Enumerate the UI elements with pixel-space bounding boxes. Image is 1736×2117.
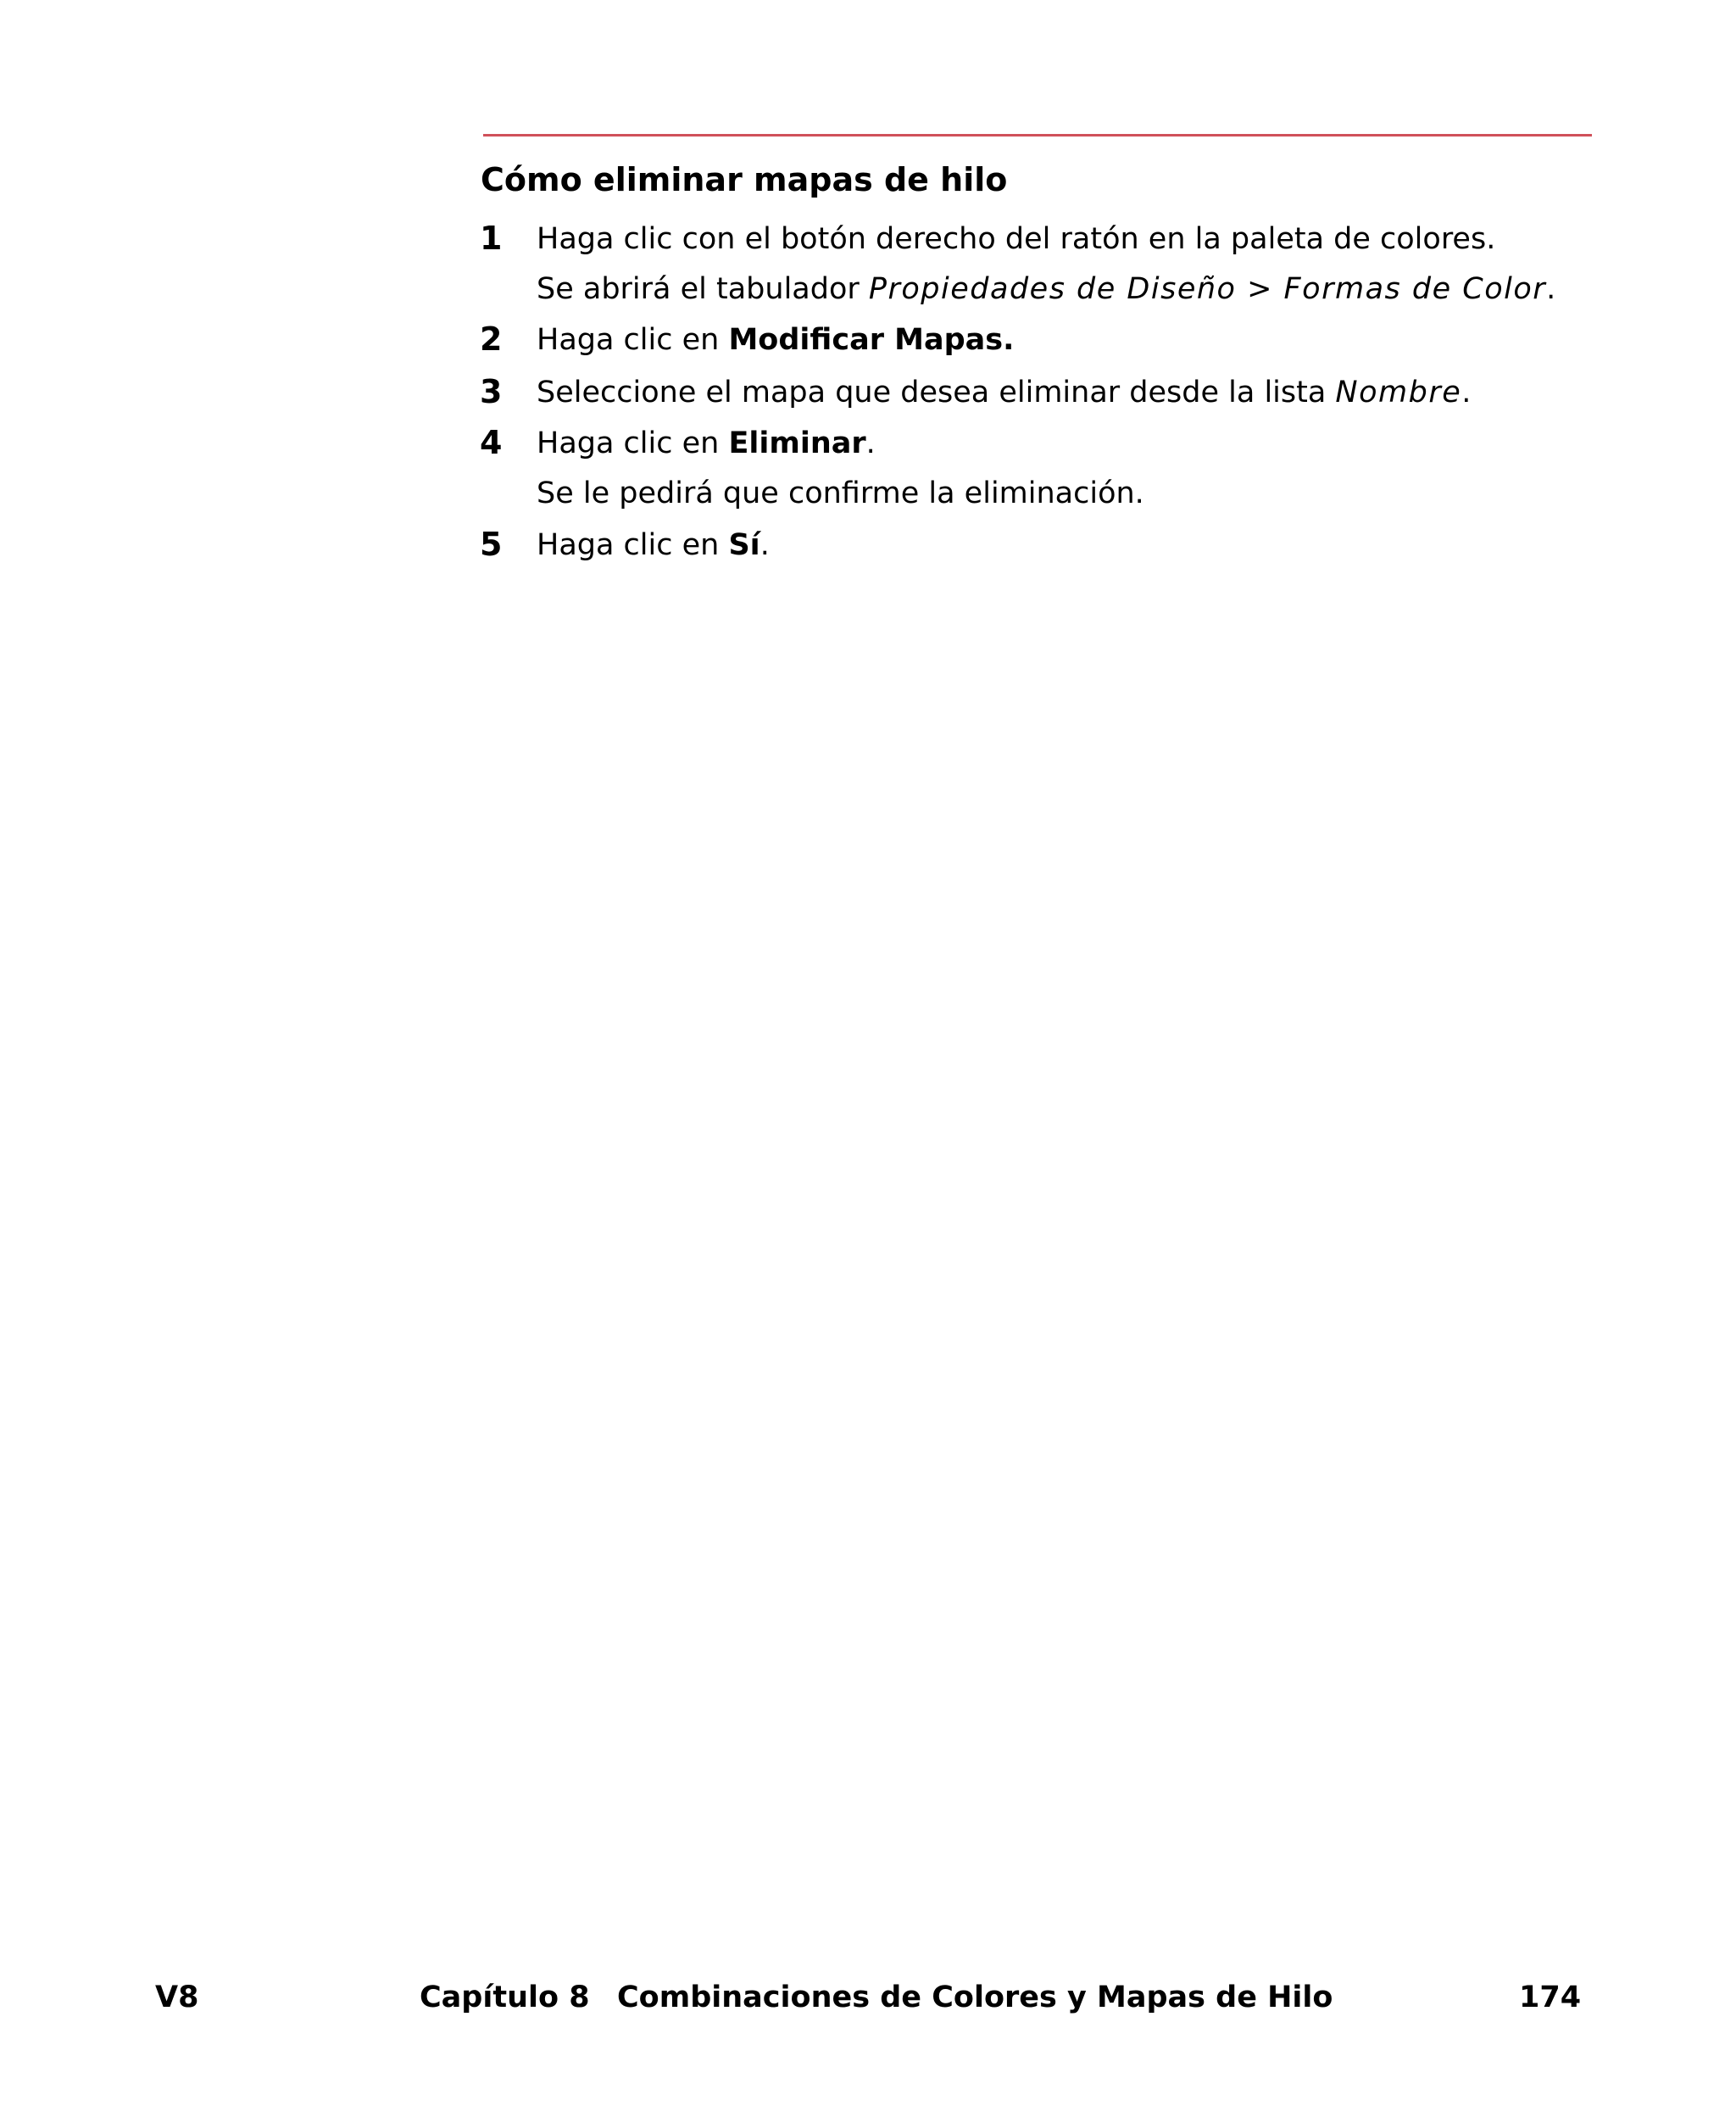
step-2-number: 2 — [480, 320, 503, 358]
step-3-number: 3 — [480, 373, 503, 410]
step-1-number: 1 — [480, 220, 503, 257]
step-4-note: Se le pedirá que confirme la eliminación. — [537, 476, 1144, 510]
si-label: Sí — [728, 528, 760, 562]
step-5-text: Haga clic en Sí. — [537, 528, 770, 562]
step-1-text: Haga clic con el botón derecho del ratón en la paleta de colores. — [537, 222, 1496, 256]
header-rule — [483, 134, 1592, 136]
step-1-note-path: Propiedades de Diseño > Formas de Color — [868, 272, 1547, 306]
step-4-number: 4 — [480, 424, 503, 461]
modificar-mapas-label: Modificar Mapas. — [728, 323, 1015, 357]
footer-chapter-title: Combinaciones de Colores y Mapas de Hilo — [617, 1981, 1333, 2014]
step-3-text: Seleccione el mapa que desea eliminar desde la lista Nombre. — [537, 376, 1472, 409]
step-1-note: Se abrirá el tabulador Propiedades de Diseño > Formas de Color. — [537, 272, 1556, 306]
step-2-text: Haga clic en Modificar Mapas. — [537, 323, 1015, 357]
footer-version: V8 — [155, 1981, 199, 2014]
eliminar-label: Eliminar — [728, 426, 866, 460]
step-5-number: 5 — [480, 526, 503, 563]
nombre-list-label: Nombre — [1335, 376, 1462, 409]
footer-page-number: 174 — [1519, 1981, 1582, 2014]
section-heading: Cómo eliminar mapas de hilo — [481, 161, 1008, 198]
step-4-text: Haga clic en Eliminar. — [537, 426, 876, 460]
footer-chapter: Capítulo 8 — [420, 1981, 590, 2014]
